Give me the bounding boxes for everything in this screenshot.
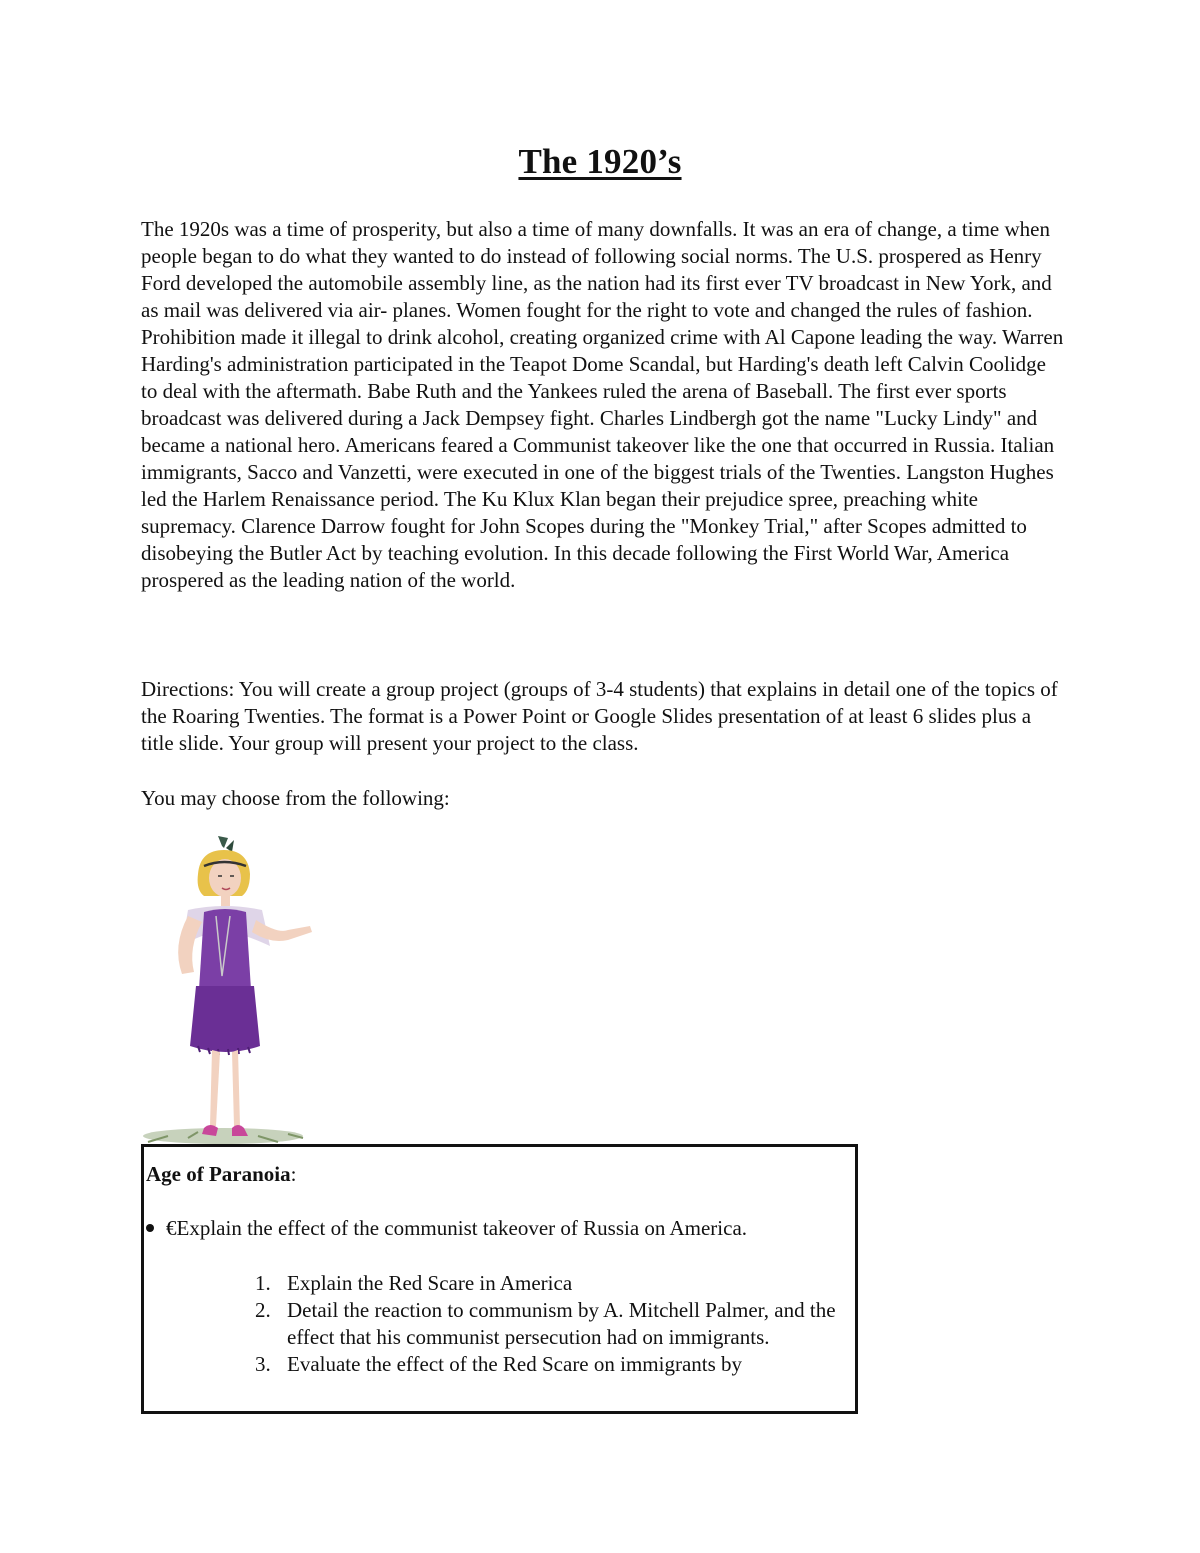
list-item [242,1351,842,1378]
list-item-text: Explain the Red Scare in America [287,1271,573,1295]
list-item-number: 1. [255,1271,271,1295]
topic-heading-label: Age of Paranoia [146,1162,291,1186]
list-item-text: Evaluate the effect of the Red Scare on immigrants by [287,1352,743,1376]
topic-box-age-of-paranoia [141,1144,858,1414]
list-item [242,1297,842,1351]
topic-bullet-text: €Explain the effect of the communist takeover of Russia on America. [166,1216,748,1240]
choose-line: You may choose from the following: [141,786,450,810]
bullet-icon [146,1224,154,1232]
topic-heading [146,1161,297,1188]
list-item-text: Detail the reaction to communism by A. Mitchell Palmer, and the effect that his communist persecution had on immigrants. [287,1298,836,1349]
intro-paragraph: The 1920s was a time of prosperity, but also a time of many downfalls. It was an era of change, a time when people began to do what they wanted to do instead of following social norms. The U.S. prospered as Henry Ford developed the automobile assembly line, as the nation had its first ever TV broadcast in New York, and as mail was delivered via air- planes. Women fought for the right to vote and changed the rules of fashion. Prohibition made it illegal to drink alcohol, creating organized crime with Al Capone leading the way. Warren Harding's administration participated in the Teapot Dome Scandal, but Harding's death left Calvin Coolidge to deal with the aftermath. Babe Ruth and the Yankees ruled the arena of Baseball. The first ever sports broadcast was delivered during a Jack Dempsey fight. Charles Lindbergh got the name "Lucky Lindy" and became a national hero. Americans feared a Communist takeover like the one that occurred in Russia. Italian immigrants, Sacco and Vanzetti, were executed in one of the biggest trials of the Twenties. Langston Hughes led the Harlem Renaissance period. The Ku Klux Klan began their prejudice spree, preaching white supremacy. Clarence Darrow fought for John Scopes during the "Monkey Trial," after Scopes admitted to disobeying the Butler Act by teaching evolution. In this decade following the First World War, America prospered as the leading nation of the world. [141,217,1064,592]
topic-bullet [144,1215,747,1242]
flapper-illustration [138,836,316,1146]
list-item-number: 2. [255,1298,271,1322]
topic-heading-colon: : [290,1162,297,1186]
list-item [242,1270,842,1297]
list-item-number: 3. [255,1352,271,1376]
page-title: The 1920’s [518,142,682,181]
topic-numbered-list [242,1270,842,1378]
directions-paragraph: Directions: You will create a group project (groups of 3-4 students) that explains in detail one of the topics of the Roaring Twenties. The format is a Power Point or Google Slides presentation of at least 6 slides plus a title slide. Your group will present your project to the class. [141,677,1058,755]
